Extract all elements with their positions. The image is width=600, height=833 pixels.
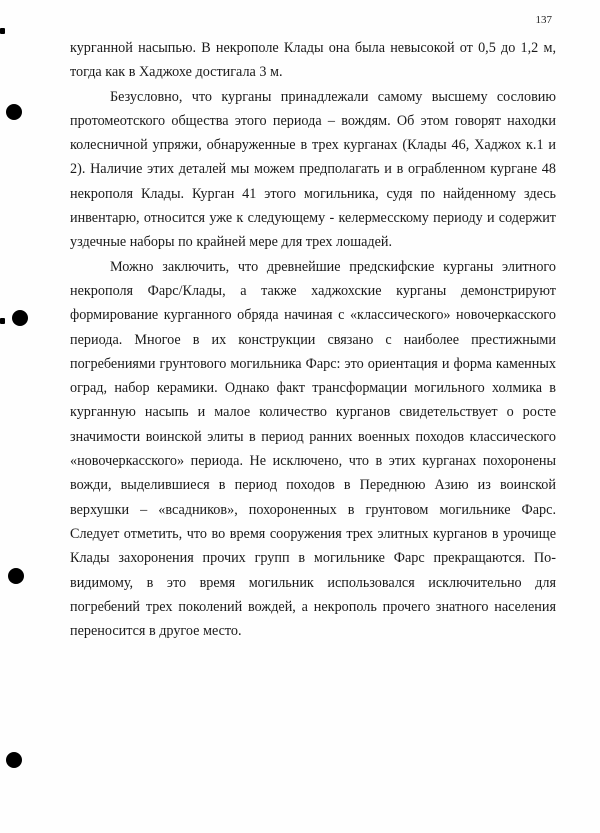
body-text (70, 36, 556, 643)
punch-hole (6, 752, 22, 768)
page-number: 137 (535, 14, 552, 26)
paragraph: Безусловно, что курганы принадлежали самому высшему сословию протомеотского общества этого периода – вождям. Об этом говорят находки колесничной упряжи, обнаруженные в трех курганах (Клады 46, Хаджох к.1 и 2). Наличие этих деталей мы можем предполагать и в ограбленном кургане 48 некрополя Клады. Курган 41 этого могильника, судя по найденному здесь инвентарю, относится уже к следующему - келермесскому периоду и содержит уздечные наборы по крайней мере для трех лошадей. (70, 88, 556, 251)
scan-edge-mark (0, 28, 5, 34)
punch-hole (12, 310, 28, 326)
paragraph: курганной насыпью. В некрополе Клады она была невысокой от 0,5 до 1,2 м, тогда как в Хаджохе достигала 3 м. (70, 40, 556, 81)
punch-hole (6, 104, 22, 120)
punch-hole (8, 568, 24, 584)
scan-edge-mark (0, 318, 5, 324)
paragraph: Можно заключить, что древнейшие предскифские курганы элитного некрополя Фарс/Клады, а также хаджохские курганы демонстрируют формирование курганного обряда начиная с «классического» новочеркасского периода. Многое в их конструкции связано с наиболее престижными погребениями грунтового могильника Фарс: это ориентация и форма каменных оград, набор керамики. Однако факт трансформации могильного холмика в курганную насыпь и малое количество курганов свидетельствует о росте значимости воинской элиты в период ранних военных походов классического «новочеркасского» периода. Не исключено, что в этих курганах похоронены вожди, выделившиеся в период походов в Переднюю Азию из воинской верхушки – «всадников», похороненных в грунтовом могильнике Фарс. Следует отметить, что во время сооружения трех элитных курганов в урочище Клады захоронения прочих групп в могильнике Фарс прекращаются. По-видимому, в это время могильник использовался исключительно для погребений трех поколений вождей, а некрополь прочего знатного населения переносится в другое место. (70, 258, 556, 640)
